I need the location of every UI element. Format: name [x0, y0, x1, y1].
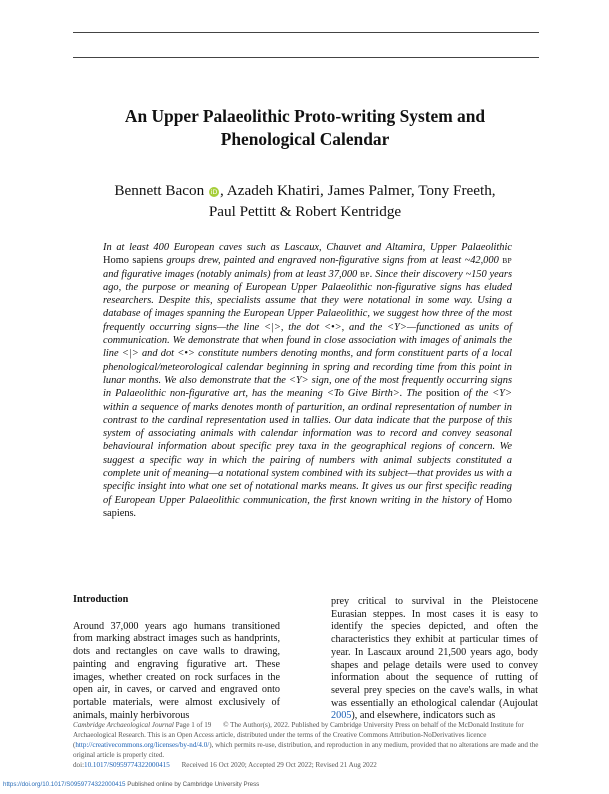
footer-license — [73, 720, 539, 760]
body-paragraph — [331, 596, 538, 723]
abstract-text: and figurative images (notably animals) from at least 37,000 — [103, 268, 358, 280]
abstract-text: In at least 400 European caves such as Lascaux, Chauvet and Altamira, Upper Palaeolithic — [103, 242, 512, 253]
authors-line-2: Paul Pettitt & Robert Kentridge — [208, 203, 402, 220]
body-paragraph: Around 37,000 years ago humans transitioned from marking abstract images such as handprints, dots and rectangles on cave walls to drawing, painting and engraving figurative art. These images, whether created on rock surfaces in the open air, in caves, or carved and engraved onto portable materials, were almost exclusively of animals, mainly herbivorous — [73, 620, 280, 721]
body-column-right — [331, 596, 538, 723]
abstract-text: of the <Y> within a sequence of marks denotes month of parturition, an ordinal representation of number in contrast to the cardinal representation used in tallies. Our data indicate that the purpose of this system of associating animals with calendar information was to record and convey seasonal behavioural information about specific prey taxa in the geographical regions of concern. We suggest a specific way in which the pairing of numbers with animal subjects constituted a complete unit of meaning—a notational system combined with its subject—that provides us with a specific insight into what one set of notational marks means. It gives us our first specific reading of European Upper Palaeolithic communication, the first known writing in the history of — [103, 388, 512, 506]
license-text: ), which permits re-use, distribution, and reproduction in any medium, provided that no alterations are made and the original article is properly cited. — [73, 741, 539, 759]
published-online-text: Published online by Cambridge University Press — [127, 781, 260, 788]
abstract-emphasis: position — [425, 388, 460, 400]
article-title — [60, 105, 550, 151]
abstract-text: . — [133, 507, 137, 519]
doi-url-link[interactable]: https://doi.org/10.1017/S0959774322000415 — [3, 781, 126, 788]
footer-doi-line — [73, 760, 539, 770]
abstract-bp-unit: BP — [502, 256, 512, 266]
abstract-text: groups drew, painted and engraved non-figurative signs from at least ~42,000 — [166, 255, 499, 267]
header-rule-top — [73, 32, 539, 33]
authors-line-1-rest: , Azadeh Khatiri, James Palmer, Tony Freeth, — [220, 182, 496, 199]
license-text: © The Author(s), 2022. Published by Cambridge University Press on behalf of the McDonald Institute for Archaeological Research. This is an Open Access article, distributed under the terms of the Creative Commons Attribution-NoDerivatives licence ( — [73, 721, 524, 749]
abstract-text: . Since their discovery ~150 years ago, the purpose or meaning of European Upper Palaeolithic non-figurative signs has eluded researchers. Despite this, specialists assume that they were notational in some way. Using a database of images spanning the European Upper Palaeolithic, we suggest how three of the most frequently occurring signs—the line <|>, the dot <•>, and the <Y>—functioned as units of communication. We demonstrate that when found in close association with images of animals the line <|> and dot <•> constitute numbers denoting months, and form constituent parts of a local phenological/meteorological calendar beginning in spring and recording time from this point in lunar months. We also demonstrate that the <Y> sign, one of the most frequently occurring signs in Palaeolithic non-figurative art, has the meaning <To Give Birth>. The — [103, 268, 512, 400]
title-line-1: An Upper Palaeolithic Proto-writing System and — [124, 106, 486, 126]
header-rule-bottom — [73, 57, 539, 58]
journal-name: Cambridge Archaeological Journal — [73, 721, 174, 729]
citation-link-2005[interactable]: 2005 — [331, 710, 352, 722]
download-banner — [3, 781, 259, 788]
author-bacon[interactable]: Bennett Bacon — [114, 182, 205, 199]
section-heading-introduction: Introduction — [73, 594, 129, 605]
page-number: Page 1 of 19 — [175, 721, 212, 729]
body-column-left — [73, 594, 280, 722]
license-link[interactable]: http://creativecommons.org/licenses/by-nd/4.0/ — [75, 741, 210, 749]
abstract — [103, 241, 512, 520]
abstract-species: Homo sapiens — [103, 255, 163, 267]
title-line-2: Phenological Calendar — [220, 129, 390, 149]
authors-line-1 — [60, 180, 550, 201]
received-dates: Received 16 Oct 2020; Accepted 29 Oct 2022; Revised 21 Aug 2022 — [181, 761, 377, 769]
abstract-species: Homo sapiens — [103, 494, 512, 519]
orcid-icon[interactable]: iD — [210, 188, 218, 196]
author-list — [60, 180, 550, 222]
doi-label: doi: — [73, 761, 85, 769]
body-text: prey critical to survival in the Pleistocene Eurasian steppes. In most cases it is easy to identify the species depicted, and often the characteristics they exhibit at particular times of year. In Lascaux around 21,500 years ago, body shapes and pelage details were used to convey information about the sequence of rutting of several prey species on the cave's walls, in what was essentially an ethological calendar (Aujoulat — [331, 596, 538, 709]
doi-link[interactable]: 10.1017/S0959774322000415 — [84, 761, 170, 769]
body-text: ), and elsewhere, indicators such as — [351, 710, 496, 722]
page-footer — [73, 720, 539, 770]
abstract-bp-unit: BP — [360, 269, 370, 279]
